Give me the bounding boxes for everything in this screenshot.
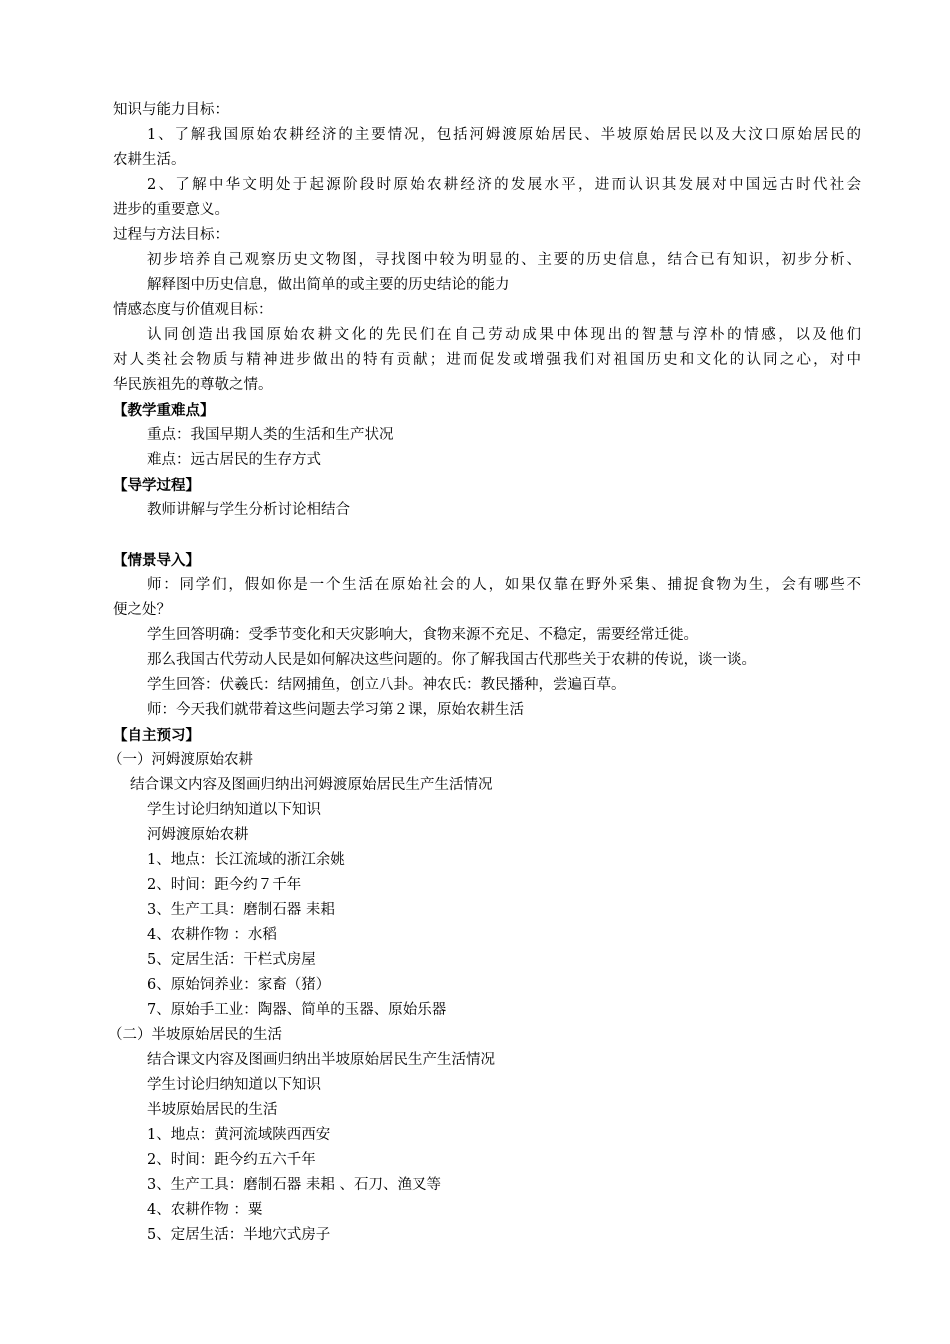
paragraph-line: 解释图中历史信息，做出简单的或主要的历史结论的能力 bbox=[147, 277, 510, 293]
list-item: 2、时间：距今约五六千年 bbox=[147, 1152, 316, 1168]
paragraph-line: 进步的重要意义。 bbox=[113, 202, 229, 218]
list-item: 3、生产工具：磨制石器 耒耜 、石刀、渔叉等 bbox=[147, 1177, 441, 1193]
paragraph-line: 对人类社会物质与精神进步做出的特有贡献；进而促发或增强我们对祖国历史和文化的认同之心，对中 bbox=[113, 352, 861, 368]
paragraph-line: 结合课文内容及图画归纳出河姆渡原始居民生产生活情况 bbox=[130, 777, 493, 793]
paragraph-line: 半坡原始居民的生活 bbox=[147, 1102, 278, 1118]
heading-knowledge-goals: 知识与能力目标： bbox=[113, 102, 229, 118]
paragraph-line: 难点：远古居民的生存方式 bbox=[147, 452, 321, 468]
heading-process-goals: 过程与方法目标： bbox=[113, 227, 229, 243]
paragraph-line: 学生讨论归纳知道以下知识 bbox=[147, 1077, 321, 1093]
paragraph-line: 师：今天我们就带着这些问题去学习第２课，原始农耕生活 bbox=[147, 702, 524, 718]
paragraph-line: 华民族祖先的尊敬之情。 bbox=[113, 377, 273, 393]
section-heading-self-preview: 【自主预习】 bbox=[113, 727, 200, 744]
list-item: 3、生产工具：磨制石器 耒耜 bbox=[147, 902, 335, 918]
paragraph-line: 认同创造出我国原始农耕文化的先民们在自己劳动成果中体现出的智慧与淳朴的情感，以及他们 bbox=[147, 327, 861, 343]
paragraph-line: 农耕生活。 bbox=[113, 152, 186, 168]
list-item: 2、时间：距今约７千年 bbox=[147, 877, 302, 893]
paragraph-line: 教师讲解与学生分析讨论相结合 bbox=[147, 502, 350, 518]
paragraph-line: 重点：我国早期人类的生活和生产状况 bbox=[147, 427, 394, 443]
paragraph-line: 那么我国古代劳动人民是如何解决这些问题的。你了解我国古代那些关于农耕的传说，谈一谈。 bbox=[147, 652, 756, 668]
section-heading-scene-intro: 【情景导入】 bbox=[113, 552, 200, 569]
list-item: 1、地点：黄河流域陕西西安 bbox=[147, 1127, 331, 1143]
list-item: 4、农耕作物 ：粟 bbox=[147, 1202, 263, 1218]
section-heading-key-points: 【教学重难点】 bbox=[113, 402, 215, 419]
subsection-heading-hemudu: （一）河姆渡原始农耕 bbox=[108, 752, 253, 768]
list-item: 5、定居生活：干栏式房屋 bbox=[147, 952, 316, 968]
paragraph-line: 学生回答：伏羲氏：结网捕鱼，创立八卦。神农氏：教民播种，尝遍百草。 bbox=[147, 677, 626, 693]
section-heading-guide-process: 【导学过程】 bbox=[113, 477, 200, 494]
paragraph-line: 学生回答明确：受季节变化和天灾影响大，食物来源不充足、不稳定，需要经常迁徙。 bbox=[147, 627, 698, 643]
list-item: 4、农耕作物 ：水稻 bbox=[147, 927, 277, 943]
heading-emotion-goals: 情感态度与价值观目标： bbox=[113, 302, 273, 318]
list-item: 1、地点：长江流域的浙江余姚 bbox=[147, 852, 345, 868]
list-item: 7、原始手工业：陶器、简单的玉器、原始乐器 bbox=[147, 1002, 447, 1018]
paragraph-line: 河姆渡原始农耕 bbox=[147, 827, 249, 843]
paragraph-line: 便之处？ bbox=[113, 602, 171, 618]
subsection-heading-banpo: （二）半坡原始居民的生活 bbox=[108, 1027, 282, 1043]
list-item: 5、定居生活：半地穴式房子 bbox=[147, 1227, 331, 1243]
paragraph-line: 初步培养自己观察历史文物图，寻找图中较为明显的、主要的历史信息，结合已有知识，初步分析、 bbox=[147, 252, 861, 268]
paragraph-line: 结合课文内容及图画归纳出半坡原始居民生产生活情况 bbox=[147, 1052, 495, 1068]
paragraph-line: 师：同学们，假如你是一个生活在原始社会的人，如果仅靠在野外采集、捕捉食物为生，会有哪些不 bbox=[147, 577, 861, 593]
paragraph-line: 2、了解中华文明处于起源阶段时原始农耕经济的发展水平，进而认识其发展对中国远古时代社会 bbox=[147, 177, 861, 193]
paragraph-line: 1、了解我国原始农耕经济的主要情况，包括河姆渡原始居民、半坡原始居民以及大汶口原始居民的 bbox=[147, 127, 861, 143]
paragraph-line: 学生讨论归纳知道以下知识 bbox=[147, 802, 321, 818]
list-item: 6、原始饲养业：家畜（猪） bbox=[147, 977, 331, 993]
